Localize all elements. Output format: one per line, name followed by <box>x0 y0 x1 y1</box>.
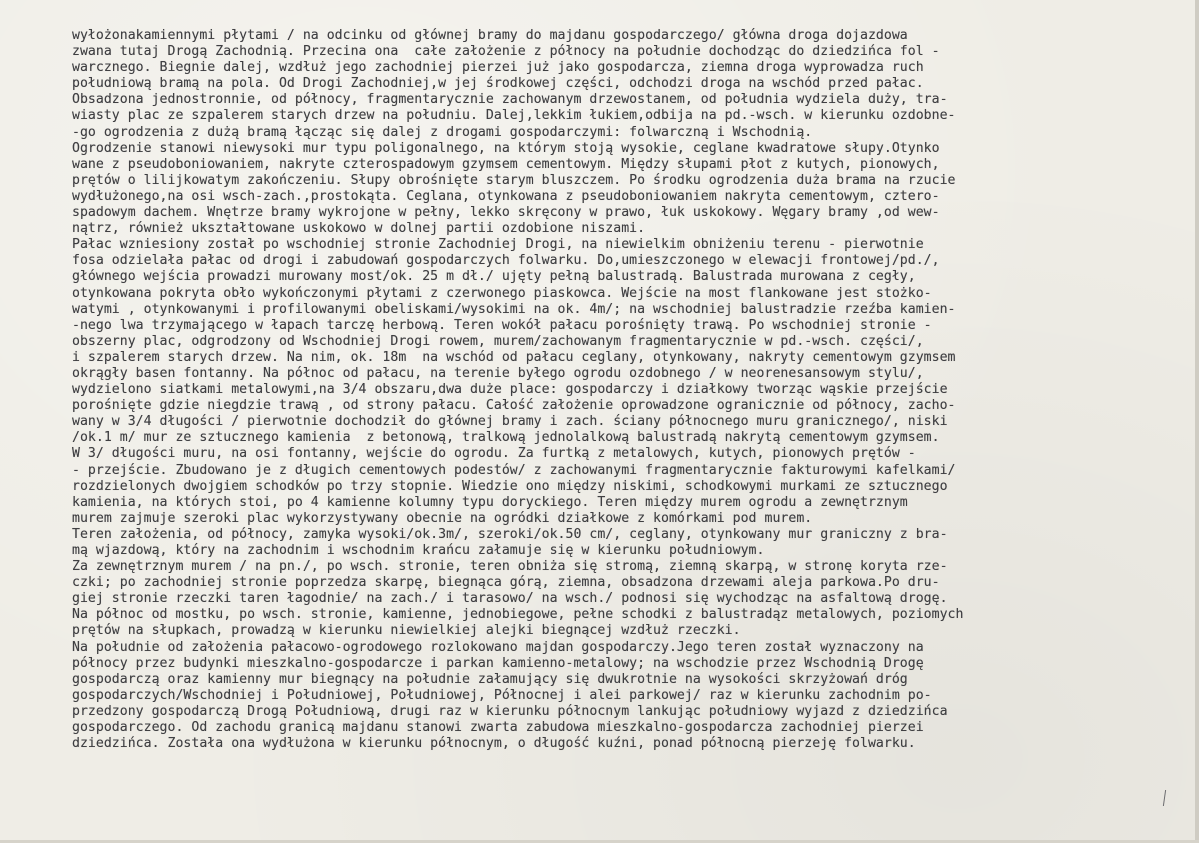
text-line: prętów na słupkach, prowadzą w kierunku niewielkiej alejki biegnącej wzdłuż rzeczki. <box>72 623 741 639</box>
text-line: Na północ od mostku, po wsch. stronie, kamienne, jednobiegowe, pełne schodki z balustradąz metalowych, poziomych <box>72 607 964 623</box>
text-line: Za zewnętrznym murem / na pn./, po wsch. stronie, teren obniża się stromą, ziemną skarpą, w stronę koryta rze- <box>72 559 948 575</box>
text-line: Na południe od założenia pałacowo-ogrodowego rozlokowano majdan gospodarczy.Jego teren został wyznaczony na <box>72 639 924 655</box>
text-line: czki; po zachodniej stronie poprzedza skarpę, biegnąca górą, ziemna, obsadzona drzewami aleja parkowa.Po dru- <box>72 575 940 591</box>
text-line: wyłożonakamiennymi płytami / na odcinku od głównej bramy do majdanu gospodarczego/ główna droga dojazdowa <box>72 28 908 43</box>
text-line: przedzony gospodarczą Drogą Południową, drugi raz w kierunku północnym lankując południowy wyjazd z dziedzińca <box>72 703 948 719</box>
text-line: obszerny plac, odgrodzony od Wschodniej Drogi rowem, murem/zachowanym fragmentarycznie w pd.-wsch. części/, <box>72 333 924 349</box>
text-line: i szpalerem starych drzew. Na nim, ok. 18m na wschód od pałacu ceglany, otynkowany, nakryty cementowym gzymsem <box>72 349 956 365</box>
text-line: wany w 3/4 długości / pierwotnie dochodził do głównej bramy i zach. ściany północnego muru granicznego/, niski <box>72 414 948 430</box>
text-line: rozdzielonych dwojgiem schodków po trzy stopnie. Wiedzie ono między niskimi, schodkowymi murkami ze sztucznego <box>72 478 948 494</box>
text-line: gospodarczych/Wschodniej i Południowej, Południowej, Północnej i alei parkowej/ raz w kierunku zachodnim po- <box>72 687 932 703</box>
text-line: kamienia, na których stoi, po 4 kamienne kolumny typu doryckiego. Teren między murem ogrodu a zewnętrznym <box>72 494 908 510</box>
typewritten-text-block <box>72 28 1172 752</box>
text-line: wydzielono siatkami metalowymi,na 3/4 obszaru,dwa duże place: gospodarczy i działkowy tworząc wąskie przejście <box>72 382 948 398</box>
text-line: porośnięte gdzie niegdzie trawą , od strony pałacu. Całość założenie oprowadzone ogranicznie od północy, zacho- <box>72 398 956 414</box>
text-line: prętów o lilijkowatym zakończeniu. Słupy obrośnięte starym bluszczem. Po środku ogrodzenia duża brama na rzucie <box>72 172 956 188</box>
text-line: gospodarczą oraz kamienny mur biegnący na południe załamujący się dwukrotnie na wysokości skrzyżowań dróg <box>72 671 908 687</box>
text-line: otynkowana pokryta obło wykończonymi płytami z czerwonego piaskowca. Wejście na most flankowane jest stożko- <box>72 285 932 301</box>
margin-pencil-mark <box>1156 790 1166 806</box>
text-line: Ogrodzenie stanowi niewysoki mur typu poligonalnego, na którym stoją wysokie, ceglane kwadratowe słupy.Otynko <box>72 140 940 156</box>
text-line: W 3/ długości muru, na osi fontanny, wejście do ogrodu. Za furtką z metalowych, kutych, pionowych prętów - <box>72 446 916 462</box>
text-line: południową bramą na pola. Od Drogi Zachodniej,w jej środkowej części, odchodzi droga na wschód przed pałac. <box>72 76 924 92</box>
text-line: warcznego. Biegnie dalej, wzdłuż jego zachodniej pierzei już jako gospodarcza, ziemna droga wyprowadza ruch <box>72 60 924 76</box>
text-line: głównego wejścia prowadzi murowany most/ok. 25 m dł./ ujęty pełną balustradą. Balustrada murowana z cegły, <box>72 269 916 285</box>
text-line: -nego lwa trzymającego w łapach tarczę herbową. Teren wokół pałacu porośnięty trawą. Po wschodniej stronie - <box>72 317 932 333</box>
text-line: Teren założenia, od północy, zamyka wysoki/ok.3m/, szeroki/ok.50 cm/, ceglany, otynkowany mur graniczny z bra- <box>72 526 948 542</box>
text-line: okrągły basen fontanny. Na północ od pałacu, na terenie byłego ogrodu ozdobnego / w neorenesansowym stylu/, <box>72 365 924 381</box>
text-line: mą wjazdową, który na zachodnim i wschodnim krańcu załamuje się w kierunku południowym. <box>72 543 765 558</box>
text-line: wane z pseudoboniowaniem, nakryte czterospadowym gzymsem cementowym. Między słupami płot z kutych, pionowych, <box>72 156 940 172</box>
text-line: fosa odzielała pałac od drogi i zabudowań gospodarczych folwarku. Do,umieszczonego w elewacji frontowej/pd./, <box>72 253 940 269</box>
text-line: wydłużonego,na osi wsch-zach.,prostokąta. Ceglana, otynkowana z pseudoboniowaniem nakryta cementowym, cztero- <box>72 188 940 204</box>
text-line: nątrz, również ukształtowane uskokowo w dolnej partii ozdobione niszami. <box>72 221 646 237</box>
text-line: Obsadzona jednostronnie, od północy, fragmentarycznie zachowanym drzewostanem, od południa wydziela duży, tra- <box>72 92 948 108</box>
text-line: watymi , otynkowanymi i profilowanymi obeliskami/wysokimi na ok. 4m/; na wschodniej balustradzie rzeźba kamien- <box>72 301 956 317</box>
text-line: -go ogrodzenia z dużą bramą łącząc się dalej z drogami gospodarczymi: folwarczną i Wschodnią. <box>72 124 813 140</box>
page-edge-right <box>1195 0 1199 843</box>
text-line: giej stronie rzeczki taren łagodnie/ na zach./ i tarasowo/ na wsch./ podnosi się wychodząc na asfaltową drogę. <box>72 591 948 607</box>
text-line: zwana tutaj Drogą Zachodnią. Przecina ona całe założenie z północy na południe dochodząc do dziedzińca fol - <box>72 44 940 60</box>
text-line: dziedzińca. Została ona wydłużona w kierunku północnym, o długość kuźni, ponad północną pierzeję folwarku. <box>72 736 916 752</box>
text-line: murem zajmuje szeroki plac wykorzystywany obecnie na ogródki działkowe z komórkami pod murem. <box>72 510 813 526</box>
text-line: północy przez budynki mieszkalno-gospodarcze i parkan kamienno-metalowy; na wschodzie przez Wschodnią Drogę <box>72 655 924 671</box>
text-line: wiasty plac ze szpalerem starych drzew na południu. Dalej,lekkim łukiem,odbija na pd.-wsch. w kierunku ozdobne- <box>72 108 956 124</box>
text-line: /ok.1 m/ mur ze sztucznego kamienia z betonową, tralkową jednolalkową balustradą nakrytą cementowym gzymsem. <box>72 430 940 446</box>
text-line: gospodarczego. Od zachodu granicą majdanu stanowi zwarta zabudowa mieszkalno-gospodarcza zachodniej pierzei <box>72 720 924 736</box>
text-line: - przejście. Zbudowano je z długich cementowych podestów/ z zachowanymi fragmentarycznie fakturowymi kafelkami/ <box>72 462 956 478</box>
text-line: Pałac wzniesiony został po wschodniej stronie Zachodniej Drogi, na niewielkim obniżeniu terenu - pierwotnie <box>72 237 924 253</box>
text-line: spadowym dachem. Wnętrze bramy wykrojone w pełny, lekko skręcony w prawo, łuk uskokowy. Węgary bramy ,od wew- <box>72 205 940 221</box>
